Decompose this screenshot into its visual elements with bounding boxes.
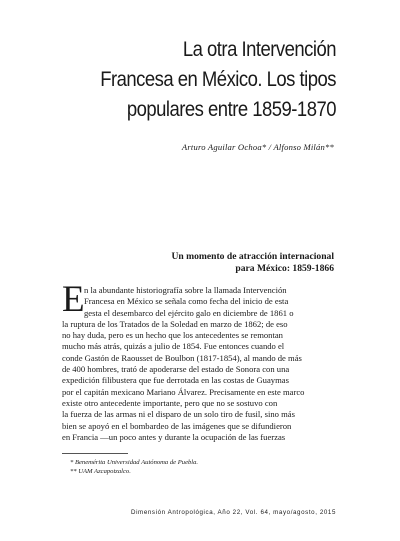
footnote-divider [62, 453, 128, 454]
title-line-2: Francesa en México. Los tipos [100, 67, 336, 91]
body-line: en Francia —un poco antes y durante la ocupación de las fuerzas [62, 431, 286, 442]
body-line: la ruptura de los Tratados de la Soledad en marzo de 1862; de eso [62, 318, 288, 329]
drop-cap: E [62, 279, 85, 320]
body-line: de 400 hombres, trató de apoderarse del estado de Sonora con una [62, 364, 290, 375]
section-heading-line-1: Un momento de atracción internacional [171, 251, 334, 262]
article-title [78, 34, 336, 124]
section-heading-line-2: para México: 1859-1866 [235, 263, 334, 274]
footnote-2: ** UAM Azcapotzalco. [70, 468, 131, 475]
body-line: gesta el desembarco del ejército galo en diciembre de 1861 o [84, 307, 294, 318]
body-line: mucho más atrás, quizás a julio de 1854. Fue entonces cuando el [62, 341, 285, 352]
title-line-3: populares entre 1859-1870 [126, 97, 337, 121]
body-line: no hay duda, pero es un hecho que los antecedentes se remontan [62, 330, 283, 341]
footnotes [70, 458, 198, 476]
footnote-1: * Benemérita Universidad Autónoma de Puebla. [70, 459, 199, 466]
body-line: conde Gastón de Raousset de Boulbon (1817-1854), al mando de más [62, 352, 302, 363]
body-line: bien se apoyó en el bombardeo de las imágenes que se difundieron [62, 420, 292, 431]
body-line: Francesa en México se señala como fecha del inicio de esta [84, 296, 289, 307]
body-line: expedición filibustera que fue derrotada en las costas de Guaymas [62, 375, 289, 386]
body-line: por el capitán mexicano Mariano Álvarez. Precisamente en este marco [62, 386, 305, 397]
body-paragraph [62, 279, 335, 443]
author-line: Arturo Aguilar Ochoa* / Alfonso Milán** [181, 142, 334, 152]
title-line-1: La otra Intervención [182, 37, 336, 61]
section-heading [94, 251, 334, 275]
running-footer: Dimensión Antropológica, Año 22, Vol. 64, mayo/agosto, 2015 [131, 509, 336, 516]
body-line: la fuerza de las armas ni el disparo de un solo tiro de fusil, sino más [62, 409, 295, 420]
body-line: n la abundante historiografía sobre la llamada Intervención [84, 285, 287, 295]
body-line: existe otro antecedente importante, pero que no se sostuvo con [62, 397, 278, 408]
